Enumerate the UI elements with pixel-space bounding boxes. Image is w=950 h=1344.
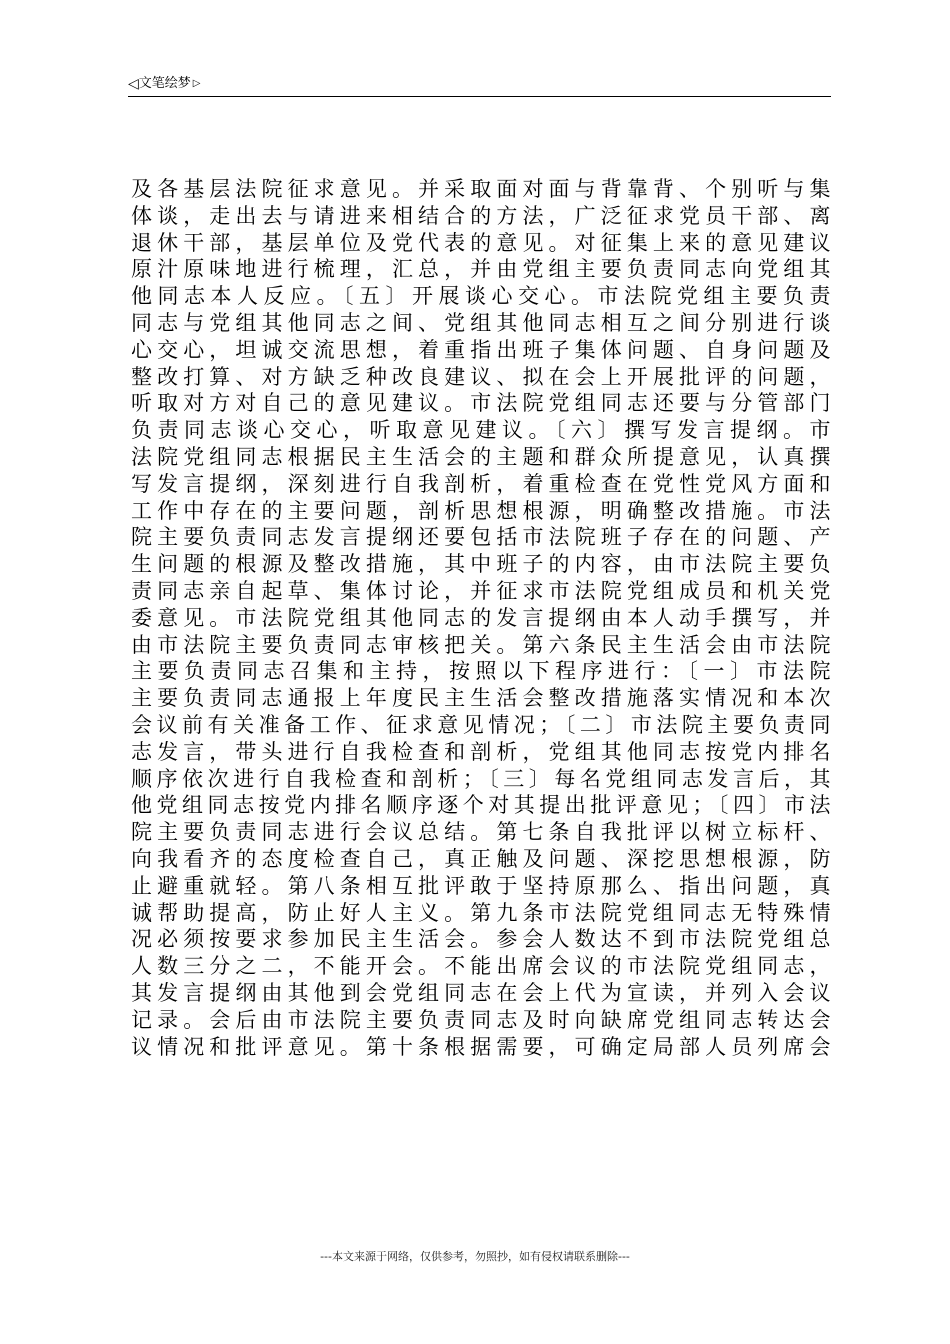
text-line: 听取对方对自己的意见建议。市法院党组同志还要与分管部门 <box>131 391 831 416</box>
text-line: 委意见。市法院党组其他同志的发言提纲由本人动手撰写，并 <box>131 605 831 630</box>
text-line: 他同志本人反应。〔五〕开展谈心交心。市法院党组主要负责 <box>131 284 831 309</box>
text-line: 顺序依次进行自我检查和剖析；〔三〕每名党组同志发言后，其 <box>131 766 831 791</box>
text-line: 志发言，带头进行自我检查和剖析，党组其他同志按党内排名 <box>131 739 831 764</box>
text-line: 法院党组同志根据民主生活会的主题和群众所提意见，认真撰 <box>131 444 831 469</box>
text-line: 主要负责同志召集和主持，按照以下程序进行：〔一〕市法院 <box>131 659 831 684</box>
text-line: 心交心，坦诚交流思想，着重指出班子集体问题、自身问题及 <box>131 337 831 362</box>
text-line: 记录。会后由市法院主要负责同志及时向缺席党组同志转达会 <box>131 1007 831 1032</box>
text-line: 负责同志谈心交心，听取意见建议。〔六〕撰写发言提纲。市 <box>131 418 831 443</box>
text-line: 主要负责同志通报上年度民主生活会整改措施落实情况和本次 <box>131 686 831 711</box>
text-line: 止避重就轻。第八条相互批评敢于坚持原那么、指出问题，真 <box>131 873 831 898</box>
text-line: 由市法院主要负责同志审核把关。第六条民主生活会由市法院 <box>131 632 831 657</box>
text-line: 况必须按要求参加民主生活会。参会人数达不到市法院党组总 <box>131 927 831 952</box>
text-line: 写发言提纲，深刻进行自我剖析，着重检查在党性党风方面和 <box>131 471 831 496</box>
page-header <box>128 74 831 97</box>
text-line: 责同志亲自起草、集体讨论，并征求市法院党组成员和机关党 <box>131 578 831 603</box>
right-triangle-icon: ▷ <box>192 78 201 89</box>
header-title-text: 文笔绘梦 <box>138 76 191 91</box>
text-line: 同志与党组其他同志之间、党组其他同志相互之间分别进行谈 <box>131 310 831 335</box>
text-line: 诚帮助提高，防止好人主义。第九条市法院党组同志无特殊情 <box>131 900 831 925</box>
text-line: 院主要负责同志进行会议总结。第七条自我批评以树立标杆、 <box>131 820 831 845</box>
text-line: 院主要负责同志发言提纲还要包括市法院班子存在的问题、产 <box>131 525 831 550</box>
text-line: 退休干部，基层单位及党代表的意见。对征集上来的意见建议 <box>131 230 831 255</box>
page-footer: ---本文来源于网络，仅供参考，勿照抄，如有侵权请联系删除--- <box>320 1250 630 1263</box>
text-line: 体谈，走出去与请进来相结合的方法，广泛征求党员干部、离 <box>131 203 831 228</box>
text-line: 及各基层法院征求意见。并采取面对面与背靠背、个别听与集 <box>131 177 831 201</box>
text-line: 向我看齐的态度检查自己，真正触及问题、深挖思想根源，防 <box>131 846 831 871</box>
text-line: 会议前有关准备工作、征求意见情况；〔二〕市法院主要负责同 <box>131 712 831 737</box>
text-line: 整改打算、对方缺乏种改良建议、拟在会上开展批评的问题， <box>131 364 831 389</box>
text-line: 工作中存在的主要问题，剖析思想根源，明确整改措施。市法 <box>131 498 831 523</box>
text-line: 生问题的根源及整改措施，其中班子的内容，由市法院主要负 <box>131 552 831 577</box>
text-line: 他党组同志按党内排名顺序逐个对其提出批评意见；〔四〕市法 <box>131 793 831 818</box>
text-line: 原汁原味地进行梳理，汇总，并由党组主要负责同志向党组其 <box>131 257 831 282</box>
document-body <box>131 176 831 1060</box>
text-line: 议情况和批评意见。第十条根据需要，可确定局部人员列席会 <box>131 1034 831 1059</box>
left-triangle-icon: ◁ <box>128 76 139 92</box>
text-line: 人数三分之二，不能开会。不能出席会议的市法院党组同志， <box>131 954 831 979</box>
text-line: 其发言提纲由其他到会党组同志在会上代为宣读，并列入会议 <box>131 980 831 1005</box>
header-title <box>128 76 201 92</box>
